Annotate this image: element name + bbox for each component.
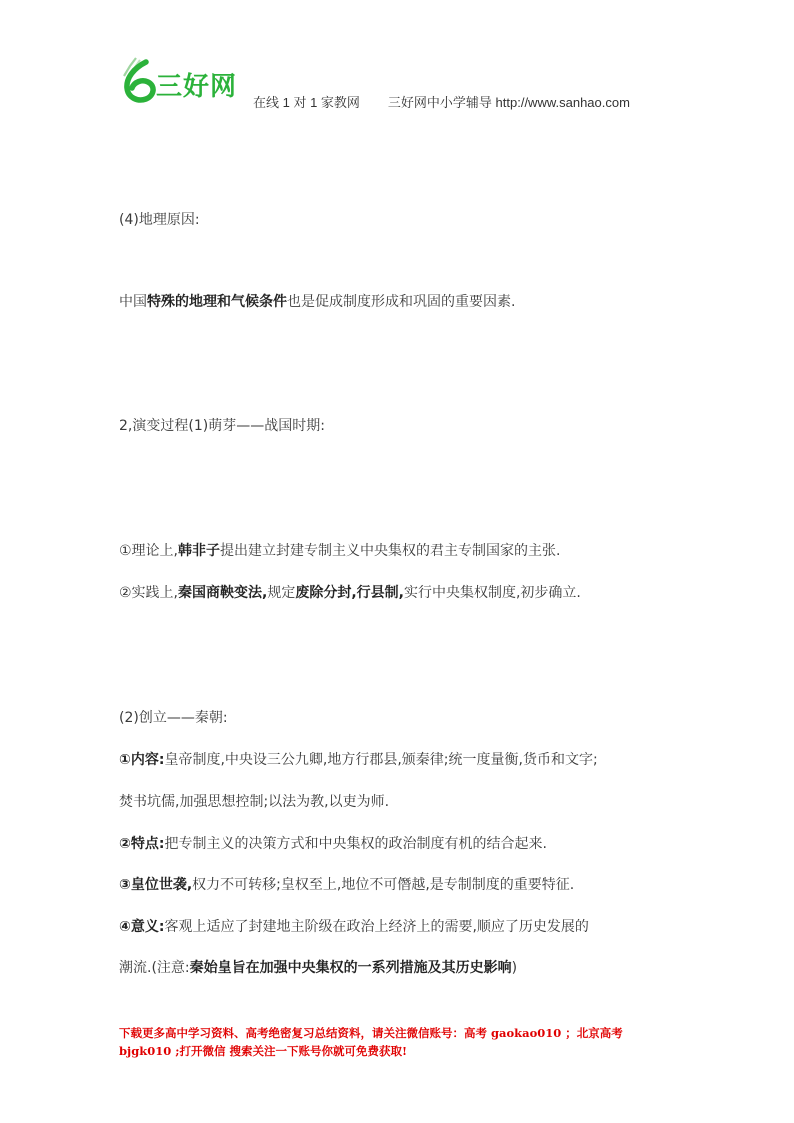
text: 也是促成制度形成和巩固的重要因素. [287,294,516,310]
emphasis: 特殊的地理和气候条件 [147,294,287,310]
list-item-theory [119,541,560,561]
list-item-succession [119,875,574,895]
tagline-left: 在线 1 对 1 家教网 [253,95,360,110]
emphasis: 韩非子 [178,543,221,559]
page-header [118,52,718,122]
logo-wordmark: 三好网 [156,72,238,102]
text: 中国 [119,294,147,310]
text: 规定 [267,585,296,601]
emphasis: ④意义: [119,919,165,935]
footer-promo [119,1024,679,1060]
text: ②实践上, [119,585,179,601]
emphasis: ③皇位世袭, [119,877,193,893]
text: 提出建立封建专制主义中央集权的君主专制国家的主张. [220,543,561,559]
text: 潮流.(注意: [119,960,190,976]
list-item-significance [119,917,589,937]
list-item-practice [119,583,581,603]
text: 客观上适应了封建地主阶级在政治上经济上的需要,顺应了历史发展的 [164,919,589,935]
emphasis: 秦始皇旨在加强中央集权的一系列措施及其历史影响 [189,960,512,976]
text: ) [511,960,518,976]
emphasis: ②特点: [119,836,165,852]
list-item-significance-cont [119,958,517,978]
list-item-feature [119,834,547,854]
text: ①理论上, [119,543,179,559]
text: 实行中央集权制度,初步确立. [403,585,581,601]
text: 皇帝制度,中央设三公九卿,地方行郡县,颁秦律;统一度量衡,货币和文字; [164,752,598,768]
text: 把专制主义的决策方式和中央集权的政治制度有机的结合起来. [164,836,547,852]
emphasis: ①内容: [119,752,165,768]
text: 权力不可转移;皇权至上,地位不可僭越,是专制制度的重要特征. [192,877,575,893]
footer-line-1: 下载更多高中学习资料、高考绝密复习总结资料，请关注微信账号：高考 gaokao010 ；北京高考 [119,1026,623,1040]
footer-line-2: bjgk010 ;打开微信 搜索关注一下账号你就可免费获取! [119,1044,408,1058]
paragraph-geography [119,292,515,312]
section-heading-evolution: 2,演变过程(1)萌芽——战国时期: [119,418,325,434]
sanhao-logo [118,52,253,110]
section-heading-geography: (4)地理原因: [119,212,200,228]
list-item-content [119,750,598,770]
section-heading-qin: (2)创立——秦朝: [119,710,228,726]
header-tagline [253,92,630,111]
emphasis: 秦国商鞅变法, [178,585,268,601]
tagline-right: 三好网中小学辅导 http://www.sanhao.com [387,95,630,110]
list-item-content-cont: 焚书坑儒,加强思想控制;以法为教,以吏为师. [119,794,390,810]
emphasis: 废除分封,行县制, [295,585,404,601]
